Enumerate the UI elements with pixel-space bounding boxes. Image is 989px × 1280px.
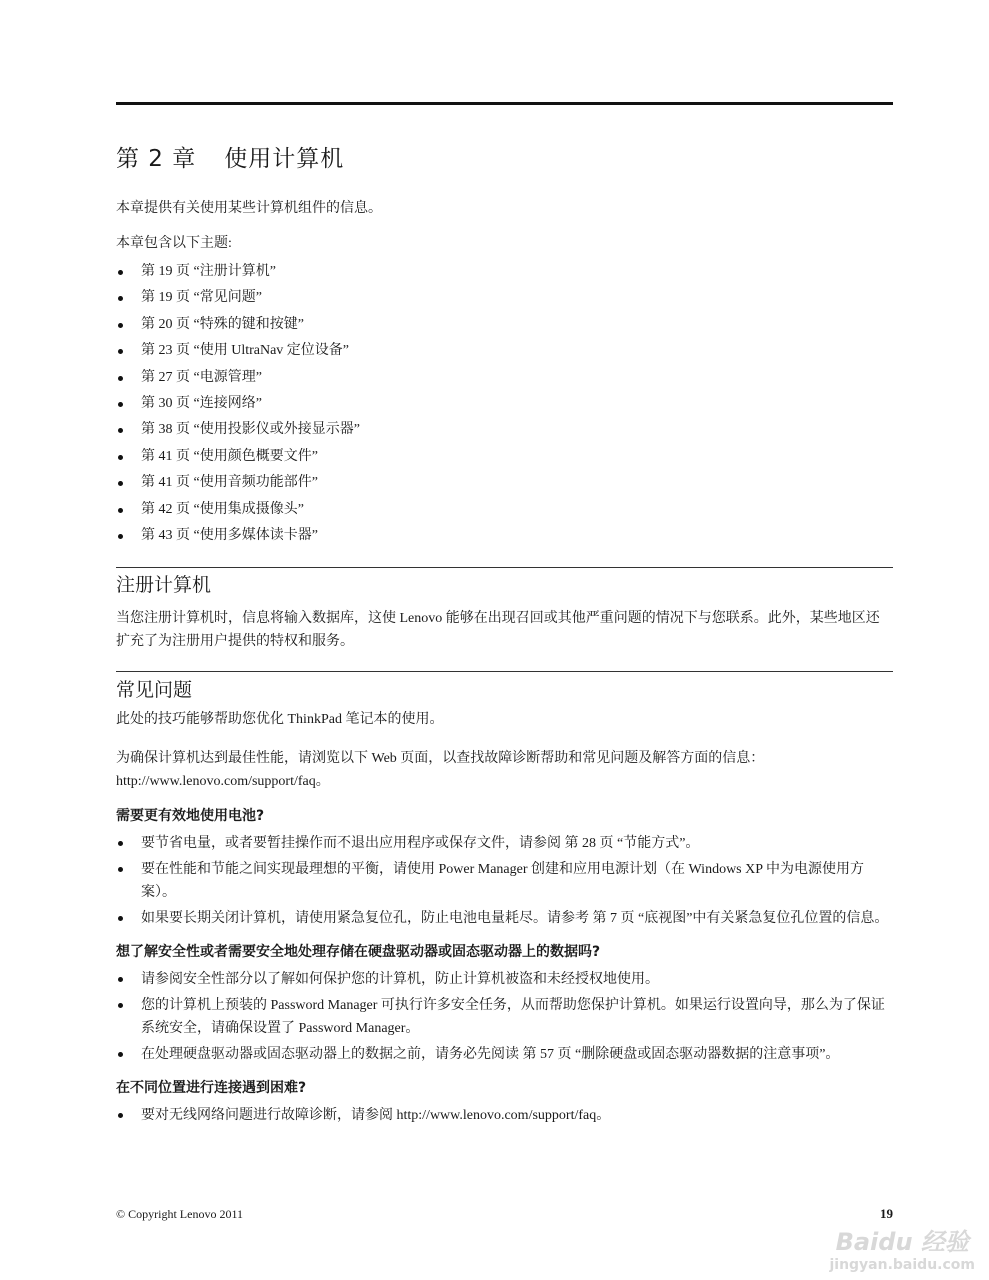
toc-link[interactable]: 第 41 页 “使用颜色概要文件” — [116, 444, 893, 470]
toc-link[interactable]: 第 19 页 “常见问题” — [116, 285, 893, 311]
list-item: 您的计算机上预装的 Password Manager 可执行许多安全任务，从而帮助您保护计算机。如果运行设置向导，那么为了保证系统安全，请确保设置了 Password Manager。 — [116, 994, 893, 1040]
chapter-number: 第 2 章 — [116, 146, 197, 172]
list-item: 要在性能和节能之间实现最理想的平衡，请使用 Power Manager 创建和应用电源计划（在 Windows XP 中为电源使用方案）。 — [116, 858, 893, 904]
faq-web-text: 为确保计算机达到最佳性能，请浏览以下 Web 页面，以查找故障诊断帮助和常见问题及解答方面的信息：http://www.lenovo.com/support/faq。 — [116, 751, 765, 789]
page-footer — [116, 1206, 893, 1222]
list-item: 如果要长期关闭计算机，请使用紧急复位孔，防止电池电量耗尽。请参考 第 7 页 “底视图”中有关紧急复位孔位置的信息。 — [116, 907, 893, 930]
list-item: 请参阅安全性部分以了解如何保护您的计算机，防止计算机被盗和未经授权地使用。 — [116, 968, 893, 991]
watermark-url: jingyan.baidu.com — [829, 1257, 975, 1273]
chapter-title — [116, 140, 893, 173]
section-rule — [116, 671, 893, 672]
toc-link[interactable]: 第 42 页 “使用集成摄像头” — [116, 497, 893, 523]
section-heading-register: 注册计算机 — [116, 574, 212, 596]
watermark-logo: Baidu 经验 — [835, 1228, 969, 1256]
toc-link[interactable]: 第 27 页 “电源管理” — [116, 365, 893, 391]
chapter-name: 使用计算机 — [224, 146, 345, 172]
faq-question: 想了解安全性或者需要安全地处理存储在硬盘驱动器或固态驱动器上的数据吗? — [116, 944, 601, 960]
faq-question: 在不同位置进行连接遇到困难? — [116, 1080, 307, 1096]
toc-link[interactable]: 第 30 页 “连接网络” — [116, 391, 893, 417]
toc-link[interactable]: 第 20 页 “特殊的键和按键” — [116, 312, 893, 338]
copyright: © Copyright Lenovo 2011 — [116, 1207, 243, 1221]
register-text: 当您注册计算机时，信息将输入数据库，这使 Lenovo 能够在出现召回或其他严重问题的情况下与您联系。此外，某些地区还扩充了为注册用户提供的特权和服务。 — [116, 611, 880, 649]
list-item: 要节省电量，或者要暂挂操作而不退出应用程序或保存文件，请参阅 第 28 页 “节能方式”。 — [116, 832, 893, 855]
list-item: 在处理硬盘驱动器或固态驱动器上的数据之前，请务必先阅读 第 57 页 “删除硬盘或固态驱动器数据的注意事项”。 — [116, 1043, 893, 1066]
section-rule — [116, 567, 893, 568]
toc-link[interactable]: 第 41 页 “使用音频功能部件” — [116, 470, 893, 496]
top-rule — [116, 102, 893, 105]
intro-text: 本章提供有关使用某些计算机组件的信息。 — [116, 201, 382, 216]
faq-answer-list — [116, 1104, 893, 1127]
toc-list — [116, 259, 893, 549]
toc-link[interactable]: 第 43 页 “使用多媒体读卡器” — [116, 523, 893, 549]
faq-groups — [116, 806, 893, 1130]
section-heading-faq: 常见问题 — [116, 679, 193, 701]
list-item: 要对无线网络问题进行故障诊断，请参阅 http://www.lenovo.com/support/faq。 — [116, 1104, 893, 1127]
faq-answer-list — [116, 832, 893, 930]
toc-intro: 本章包含以下主题: — [116, 236, 232, 251]
toc-link[interactable]: 第 19 页 “注册计算机” — [116, 259, 893, 285]
toc-link[interactable]: 第 38 页 “使用投影仪或外接显示器” — [116, 417, 893, 443]
toc-link[interactable]: 第 23 页 “使用 UltraNav 定位设备” — [116, 338, 893, 364]
baidu-watermark — [829, 1228, 975, 1274]
page-number: 19 — [880, 1206, 893, 1221]
faq-answer-list — [116, 968, 893, 1066]
faq-intro: 此处的技巧能够帮助您优化 ThinkPad 笔记本的使用。 — [116, 712, 444, 727]
faq-question: 需要更有效地使用电池? — [116, 808, 265, 824]
